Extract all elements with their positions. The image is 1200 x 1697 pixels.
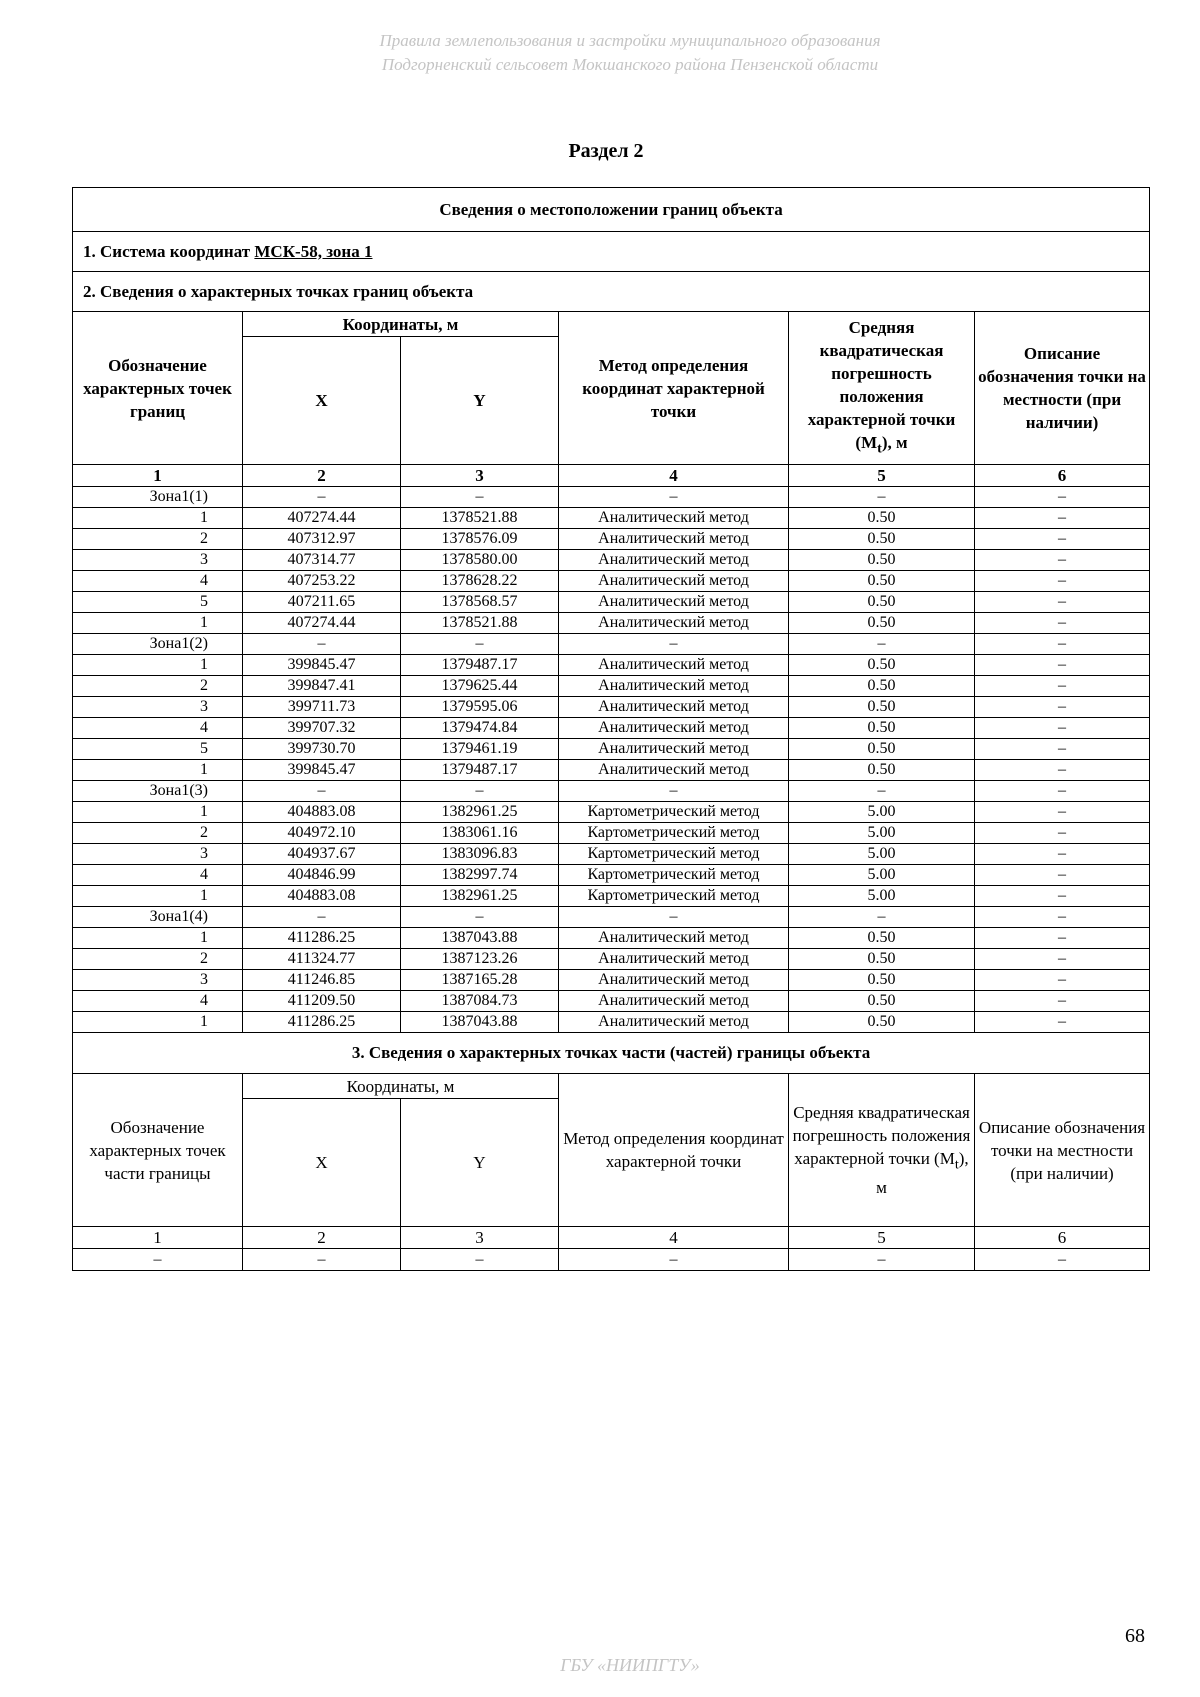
table-row [73,718,1150,739]
table-cell: 0.50 [789,571,975,592]
table-cell: 411246.85 [243,970,401,991]
table-row [73,571,1150,592]
table-cell: 1378521.88 [401,613,559,634]
table-cell: – [789,1249,975,1271]
table-cell: – [789,781,975,802]
table-cell: 1382997.74 [401,865,559,886]
table-cell: – [401,487,559,508]
table-cell: Картометрический метод [559,865,789,886]
table-cell: – [975,928,1150,949]
table-cell: – [975,697,1150,718]
table-cell: 407314.77 [243,550,401,571]
section-2-title: 2. Сведения о характерных точках границ объекта [73,272,1150,312]
table-cell: 1379461.19 [401,739,559,760]
header2-designation: Обозначение характерных точек части границы [73,1074,243,1227]
table-cell: Аналитический метод [559,697,789,718]
header2-coordinates: Координаты, м [243,1074,559,1099]
table-cell: 1382961.25 [401,802,559,823]
table-cell: – [975,655,1150,676]
table-cell: 1383096.83 [401,844,559,865]
table-cell: – [243,1249,401,1271]
table-cell: – [975,634,1150,655]
table-cell: – [243,487,401,508]
table-row [73,823,1150,844]
table-cell: 0.50 [789,718,975,739]
column-number: 6 [975,1227,1150,1249]
table-cell: 5.00 [789,823,975,844]
table-cell: 4 [73,991,243,1012]
table-row [73,865,1150,886]
column-number: 5 [789,465,975,487]
header2-x: X [243,1099,401,1227]
table-row [73,907,1150,928]
table-row [73,613,1150,634]
table-cell: 3 [73,697,243,718]
table-cell: 1 [73,613,243,634]
table-cell: – [975,886,1150,907]
table-cell: 1378576.09 [401,529,559,550]
column-number: 1 [73,465,243,487]
header-y: Y [401,337,559,465]
table-cell: – [975,613,1150,634]
table-row [73,697,1150,718]
table-cell: – [559,781,789,802]
table-cell: 5 [73,592,243,613]
running-header-line-1: Правила землепользования и застройки муниципального образования [379,31,881,50]
header-x: X [243,337,401,465]
table-cell: 2 [73,676,243,697]
table-cell: – [401,781,559,802]
table-cell: 411324.77 [243,949,401,970]
table-cell: 1378628.22 [401,571,559,592]
table-cell: 0.50 [789,739,975,760]
table-cell: – [243,907,401,928]
column-number: 2 [243,465,401,487]
table-row [73,508,1150,529]
table-cell: Зона1(2) [73,634,243,655]
table-cell: 0.50 [789,508,975,529]
table-row [73,487,1150,508]
column-number: 3 [401,465,559,487]
table-cell: 0.50 [789,592,975,613]
table-cell: 1383061.16 [401,823,559,844]
boundary-info-table [72,187,1150,1271]
table-cell: Аналитический метод [559,613,789,634]
table-cell: 1378568.57 [401,592,559,613]
table-cell: 1379487.17 [401,760,559,781]
table-cell: – [975,529,1150,550]
table-cell: 1387123.26 [401,949,559,970]
table-cell: 399847.41 [243,676,401,697]
table-cell: 404846.99 [243,865,401,886]
table-cell: Аналитический метод [559,739,789,760]
table-cell: – [73,1249,243,1271]
table-cell: 0.50 [789,970,975,991]
header2-method: Метод определения координат характерной точки [559,1074,789,1227]
table-row [73,928,1150,949]
table-row [73,676,1150,697]
table-cell: 407312.97 [243,529,401,550]
column-numbers-row [73,465,1150,487]
table-cell: 407274.44 [243,613,401,634]
table-cell: 2 [73,529,243,550]
table-cell: 2 [73,823,243,844]
table-cell: 4 [73,571,243,592]
table-cell: – [975,1249,1150,1271]
table-cell: 404972.10 [243,823,401,844]
table-cell: Зона1(4) [73,907,243,928]
table-cell: – [975,970,1150,991]
table-cell: 5.00 [789,802,975,823]
table-row [73,886,1150,907]
table-cell: Аналитический метод [559,592,789,613]
table-cell: 404883.08 [243,802,401,823]
table-row [73,634,1150,655]
table-row [73,739,1150,760]
table-row [73,970,1150,991]
column-number: 4 [559,465,789,487]
header-description: Описание обозначения точки на местности (при наличии) [975,312,1150,465]
footer-organization: ГБУ «НИИПГТУ» [560,1655,700,1675]
table-cell: – [789,487,975,508]
table-cell: 5.00 [789,844,975,865]
table-cell: – [975,550,1150,571]
table-cell: 0.50 [789,550,975,571]
table-cell: 1379474.84 [401,718,559,739]
table-cell: 411286.25 [243,928,401,949]
table-cell: – [401,634,559,655]
column-number: 6 [975,465,1150,487]
table-cell: 1387165.28 [401,970,559,991]
table-cell: 407253.22 [243,571,401,592]
table-cell: 1379487.17 [401,655,559,676]
table-row [73,781,1150,802]
table-cell: Картометрический метод [559,823,789,844]
table-cell: 0.50 [789,529,975,550]
table-row [73,655,1150,676]
table-cell: – [975,823,1150,844]
table-cell: 3 [73,970,243,991]
table-cell: Картометрический метод [559,844,789,865]
header-coordinates: Координаты, м [243,312,559,337]
table-cell: 399730.70 [243,739,401,760]
header-method: Метод определения координат характерной точки [559,312,789,465]
table-title: Сведения о местоположении границ объекта [73,188,1150,232]
table-cell: – [975,865,1150,886]
table-row [73,760,1150,781]
table-cell: 407211.65 [243,592,401,613]
table-row [73,550,1150,571]
section-title: Раздел 2 [568,140,644,162]
table-row [73,802,1150,823]
table-row [73,949,1150,970]
coordinate-system-value: МСК-58, зона 1 [254,241,373,261]
table-cell: Аналитический метод [559,529,789,550]
table-cell: Аналитический метод [559,760,789,781]
table-cell: 1 [73,886,243,907]
header2-y: Y [401,1099,559,1227]
table-cell: 1387043.88 [401,928,559,949]
table-cell: Аналитический метод [559,949,789,970]
table-cell: 1378521.88 [401,508,559,529]
table-cell: – [975,949,1150,970]
table-cell: 407274.44 [243,508,401,529]
table-cell: 1379595.06 [401,697,559,718]
column-number: 3 [401,1227,559,1249]
page-number: 68 [1125,1625,1145,1647]
table-cell: – [559,634,789,655]
header-designation: Обозначение характерных точек границ [73,312,243,465]
running-header-line-2: Подгорненский сельсовет Мокшанского района Пензенской области [381,55,879,74]
table-cell: – [975,1012,1150,1033]
table-cell: 5.00 [789,865,975,886]
table-cell: – [975,781,1150,802]
column-number: 2 [243,1227,401,1249]
table-cell: Аналитический метод [559,1012,789,1033]
table-cell: 399711.73 [243,697,401,718]
table-cell: 399845.47 [243,655,401,676]
table-cell: Картометрический метод [559,886,789,907]
table-cell: – [401,1249,559,1271]
table-cell: 1378580.00 [401,550,559,571]
table-cell: 1382961.25 [401,886,559,907]
table-cell: 404937.67 [243,844,401,865]
column-numbers-row-2 [73,1227,1150,1249]
table-cell: 5 [73,739,243,760]
table-cell: Аналитический метод [559,718,789,739]
table-cell: Картометрический метод [559,802,789,823]
table-cell: Аналитический метод [559,970,789,991]
table-cell: 0.50 [789,928,975,949]
table-cell: 1 [73,802,243,823]
table-cell: 4 [73,718,243,739]
table-cell: Зона1(3) [73,781,243,802]
table-cell: Аналитический метод [559,508,789,529]
table-cell: – [975,802,1150,823]
table-cell: 411286.25 [243,1012,401,1033]
table-cell: – [975,991,1150,1012]
table-cell: 2 [73,949,243,970]
header2-error: Средняя квадратическая погрешность положения характерной точки $(M_t)$, м [789,1074,975,1227]
table-cell: Аналитический метод [559,676,789,697]
table-row [73,1012,1150,1033]
table-cell: – [975,508,1150,529]
table-cell: – [559,487,789,508]
table-row [73,844,1150,865]
table-cell: 0.50 [789,1012,975,1033]
table-cell: Аналитический метод [559,991,789,1012]
column-number: 4 [559,1227,789,1249]
table-row [73,529,1150,550]
table-cell: – [975,718,1150,739]
table-cell: 0.50 [789,991,975,1012]
table-cell: 3 [73,550,243,571]
table-cell: Аналитический метод [559,550,789,571]
table-cell: 4 [73,865,243,886]
table-cell: 0.50 [789,760,975,781]
table-cell: – [243,781,401,802]
table-cell: 0.50 [789,676,975,697]
table-cell: – [975,676,1150,697]
table-cell: 0.50 [789,949,975,970]
column-number: 1 [73,1227,243,1249]
table-cell: 1387084.73 [401,991,559,1012]
table-cell: – [975,571,1150,592]
coordinate-system-row [73,232,1150,272]
table-cell: 0.50 [789,655,975,676]
table-cell: Зона1(1) [73,487,243,508]
header-error: Средняя квадратическая погрешность положения характерной точки $(M_t)$, м [789,312,975,465]
table-cell: 1 [73,655,243,676]
header2-description: Описание обозначения точки на местности (при наличии) [975,1074,1150,1227]
table-cell: – [789,907,975,928]
section-3-title: 3. Сведения о характерных точках части (частей) границы объекта [73,1033,1150,1074]
table-cell: 0.50 [789,697,975,718]
table-cell: – [975,907,1150,928]
table-cell: – [559,907,789,928]
empty-row [73,1249,1150,1271]
table-cell: 1379625.44 [401,676,559,697]
coordinate-system-label: 1. Система координат [83,241,255,261]
table-cell: 1 [73,508,243,529]
table-cell: 3 [73,844,243,865]
table-cell: 411209.50 [243,991,401,1012]
table-cell: – [401,907,559,928]
table-cell: – [789,634,975,655]
table-cell: – [975,739,1150,760]
table-cell: 1387043.88 [401,1012,559,1033]
table-cell: 399845.47 [243,760,401,781]
table-cell: – [243,634,401,655]
column-number: 5 [789,1227,975,1249]
table-cell: – [975,487,1150,508]
table-row [73,991,1150,1012]
table-cell: Аналитический метод [559,928,789,949]
table-cell: – [975,592,1150,613]
table-cell: Аналитический метод [559,655,789,676]
table-cell: 399707.32 [243,718,401,739]
table-row [73,592,1150,613]
table-cell: – [559,1249,789,1271]
table-cell: Аналитический метод [559,571,789,592]
table-cell: 1 [73,928,243,949]
table-cell: – [975,760,1150,781]
table-cell: 5.00 [789,886,975,907]
table-cell: 0.50 [789,613,975,634]
table-cell: 404883.08 [243,886,401,907]
table-cell: 1 [73,1012,243,1033]
table-cell: 1 [73,760,243,781]
table-cell: – [975,844,1150,865]
